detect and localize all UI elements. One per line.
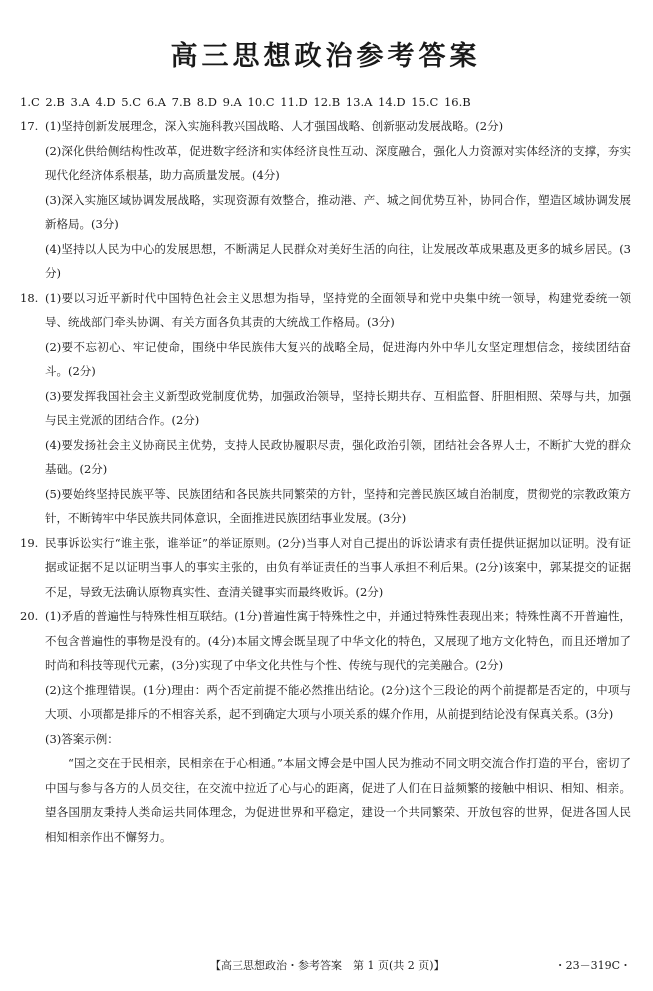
answer-part: (3)答案示例：: [45, 731, 119, 746]
answer-part: (3)要发挥我国社会主义新型政党制度优势，加强政治领导，坚持长期共存、互相监督、肝胆相照、荣辱与共，加强与民主党派的团结合作。(2分): [45, 388, 631, 427]
answer-part: (5)要始终坚持民族平等、民族团结和各民族共同繁荣的方针，坚持和完善民族区域自治制度，贯彻党的宗教政策方针，不断铸牢中华民族共同体意识，全面推进民族团结事业发展。(3分): [45, 486, 631, 525]
sample-answer: “国之交在于民相亲，民相亲在于心相通。”本届文博会是中国人民为推动不同文明交流合作打造的平台，密切了中国与参与各方的人员交往，在交流中拉近了心与心的距离，促进了人们在日益频繁的接触中相识、相知、相亲。望各国朋友秉持人类命运共同体理念，为促进世界和平稳定，建设一个共同繁荣、开放包容的世界，促进各国人民相知相亲作出不懈努力。: [45, 756, 631, 844]
question-body: [45, 604, 631, 849]
answer-part: (4)要发扬社会主义协商民主优势，支持人民政协履职尽责，强化政治引领，团结社会各界人士，不断扩大党的群众基础。(2分): [45, 437, 631, 476]
question-number: 19.: [20, 535, 39, 550]
answer-part: 民事诉讼实行“谁主张，谁举证”的举证原则。(2分)当事人对自己提出的诉讼请求有责任提供证据加以证明。没有证据或证据不足以证明当事人的事实主张的，由负有举证责任的当事人承担不利后果。(2分)该案中，郭某提交的证据不足，导致无法确认原物真实性、查清关键事实而最终败诉。(2分): [45, 535, 631, 599]
question-body: [45, 114, 631, 286]
question-body: [45, 531, 631, 605]
answer-part: (2)深化供给侧结构性改革，促进数字经济和实体经济良性互动、深度融合，强化人力资源对实体经济的支撑，夯实现代化经济体系根基，助力高质量发展。(4分): [45, 143, 631, 182]
question-number: 20.: [20, 609, 39, 623]
answer-part: (2)这个推理错误。(1分)理由：两个否定前提不能必然推出结论。(2分)这个三段论的两个前提都是否定的，中项与大项、小项都是排斥的不相容关系，起不到确定大项与小项关系的媒介作用，从前提到结论没有保真关系。(3分): [45, 682, 631, 721]
page-footer: [20, 958, 631, 974]
question-18: [20, 286, 631, 531]
question-number: 17.: [20, 119, 39, 133]
answer-part: (3)深入实施区域协调发展战略，实现资源有效整合，推动港、产、城之间优势互补，协同合作，塑造区域协调发展新格局。(3分): [45, 192, 631, 231]
answer-part: (1)矛盾的普遍性与特殊性相互联结。(1分)普遍性寓于特殊性之中，并通过特殊性表现出来；特殊性离不开普遍性，不包含普遍性的事物是没有的。(4分)本届文博会既呈现了中华文化的特色，又展现了地方文化特色，而且还增加了时尚和科技等现代元素，(3分)实现了中华文化共性与个性、传统与现代的完美融合。(2分): [45, 609, 631, 672]
answer-part: (1)要以习近平新时代中国特色社会主义思想为指导，坚持党的全面领导和党中央集中统一领导，构建党委统一领导、统战部门牵头协调、有关方面各负其责的大统战工作格局。(3分): [45, 290, 631, 329]
answer-part: (1)坚持创新发展理念，深入实施科教兴国战略、人才强国战略、创新驱动发展战略。(2分): [45, 119, 504, 133]
answer-part: (4)坚持以人民为中心的发展思想，不断满足人民群众对美好生活的向往，让发展改革成果惠及更多的城乡居民。(3分): [45, 241, 631, 280]
question-body: [45, 286, 631, 531]
answer-part: (2)要不忘初心、牢记使命，围绕中华民族伟大复兴的战略全局，促进海内外中华儿女坚定理想信念，接续团结奋斗。(2分): [45, 339, 631, 378]
footer-code: ・23－319C・: [554, 959, 631, 972]
multiple-choice-answers: 1.C 2.B 3.A 4.D 5.C 6.A 7.B 8.D 9.A 10.C 11.D 12.B 13.A 14.D 15.C 16.B: [20, 95, 471, 109]
page-title: 高三思想政治参考答案: [170, 41, 481, 72]
question-19: [20, 531, 631, 605]
question-20: [20, 604, 631, 849]
footer-page-info: 【高三思想政治・参考答案 第 1 页(共 2 页)】: [210, 959, 445, 972]
question-17: [20, 114, 631, 286]
question-number: 18.: [20, 290, 39, 305]
